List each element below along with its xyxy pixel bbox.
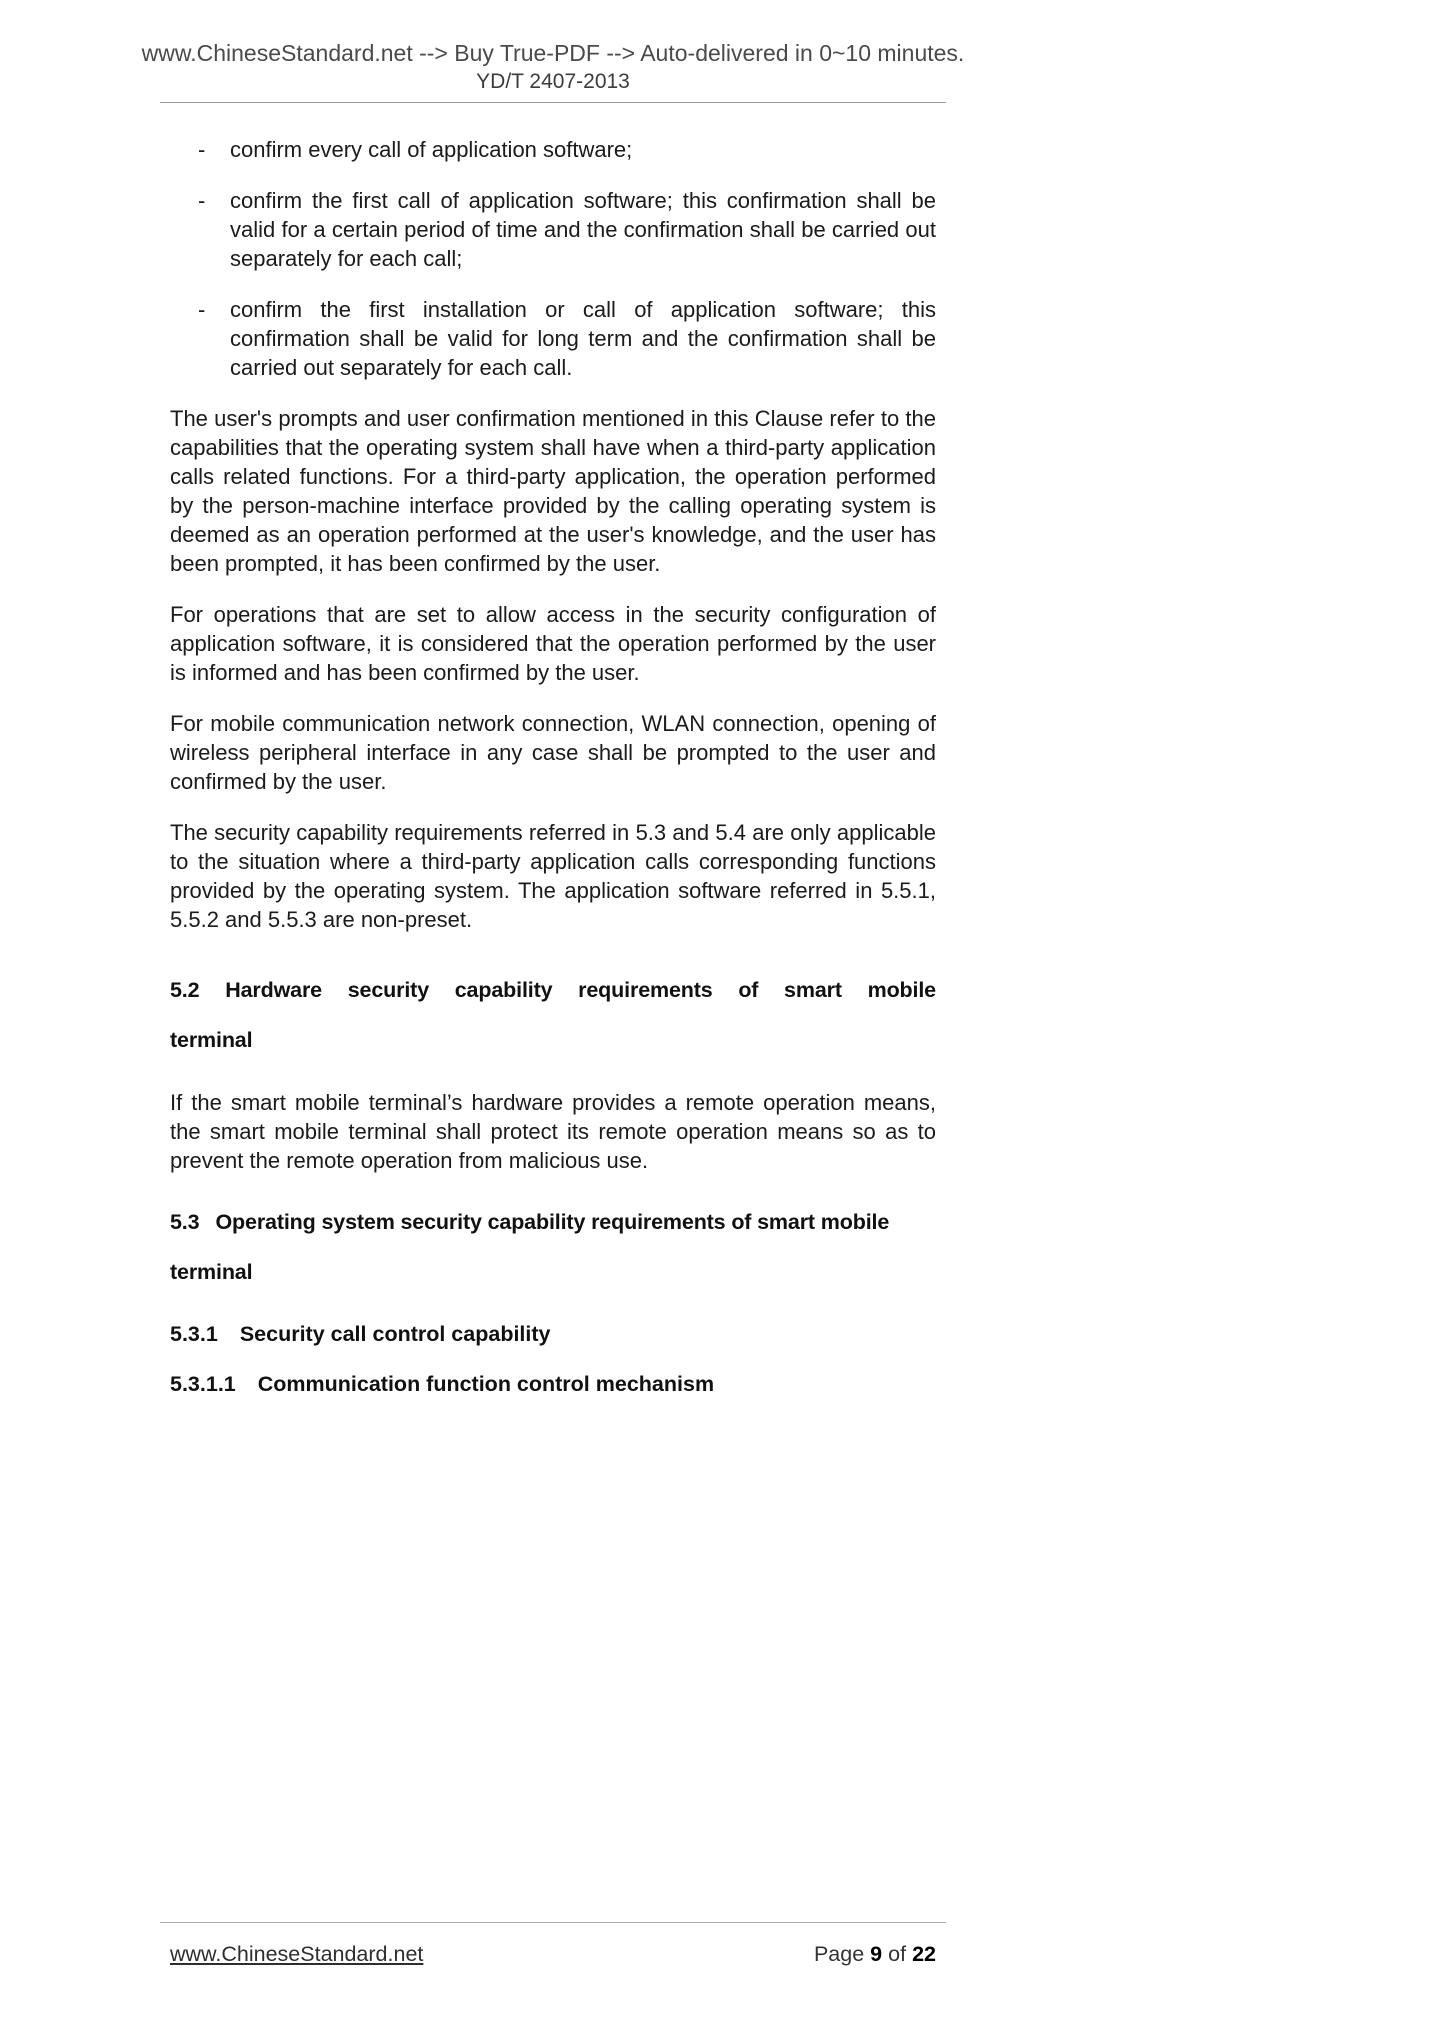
footer-row: [160, 1941, 946, 1967]
bullet-dash: -: [198, 297, 206, 322]
standard-number: YD/T 2407-2013: [476, 70, 630, 93]
section-heading-5-3: [170, 1208, 936, 1287]
paragraph: For mobile communication network connection, WLAN connection, opening of wireless peripheral interface in any case shall be prompted to the user and confirmed by the user.: [170, 711, 936, 794]
paragraph: For operations that are set to allow access in the security configuration of application software, it is considered that the operation performed by the user is informed and has been confirmed by the user.: [170, 602, 936, 685]
paragraph: If the smart mobile terminal’s hardware provides a remote operation means, the smart mobile terminal shall protect its remote operation means so as to prevent the remote operation from malicious use.: [170, 1090, 936, 1173]
section-heading-5-2: [170, 976, 936, 1055]
list-item: [170, 295, 936, 382]
list-item-text: confirm the first installation or call of application software; this confirmation shall be valid for long term and the confirmation shall be carried out separately for each call.: [230, 297, 936, 380]
list-item-text: confirm the first call of application software; this confirmation shall be valid for a certain period of time and the confirmation shall be carried out separately for each call;: [230, 188, 936, 271]
section-number: 5.3.1: [170, 1322, 218, 1346]
section-title: Security call control capability: [239, 1322, 551, 1346]
header-tagline: www.ChineseStandard.net --> Buy True-PDF --> Auto-delivered in 0~10 minutes.: [141, 40, 965, 66]
list-item: [170, 135, 936, 164]
section-title-continued: terminal: [170, 1028, 253, 1052]
page-header: [141, 0, 965, 103]
page-total: 22: [912, 1942, 936, 1966]
paragraph: The security capability requirements referred in 5.3 and 5.4 are only applicable to the situation where a third-party application calls corresponding functions provided by the operating system. The application software referred in 5.5.1, 5.5.2 and 5.5.3 are non-preset.: [170, 820, 936, 932]
section-heading-line: [170, 1208, 936, 1237]
section-title: Operating system security capability requirements of smart mobile: [215, 1210, 890, 1234]
bullet-dash: -: [198, 137, 206, 162]
section-number: 5.2: [170, 978, 200, 1002]
section-title: Communication function control mechanism: [257, 1372, 715, 1396]
list-item-text: confirm every call of application software;: [230, 137, 633, 162]
document-page: [141, 0, 965, 2044]
of-word: of: [888, 1942, 907, 1966]
section-title-continued: terminal: [170, 1260, 253, 1284]
footer-site-link[interactable]: www.ChineseStandard.net: [170, 1942, 424, 1966]
section-title: Hardware security capability requirements of smart mobile: [225, 978, 936, 1002]
section-heading-line: [170, 976, 936, 1005]
list-item: [170, 186, 936, 273]
page-number: 9: [870, 1942, 883, 1966]
page-footer: [160, 1922, 946, 1967]
page-word: Page: [813, 1942, 865, 1966]
footer-divider: [160, 1922, 946, 1923]
document-body: [160, 103, 946, 1399]
section-heading-5-3-1-1: [170, 1370, 936, 1399]
section-number: 5.3: [170, 1210, 200, 1234]
page-indicator: [814, 1941, 936, 1967]
section-heading-5-3-1: [170, 1320, 936, 1349]
section-number: 5.3.1.1: [170, 1372, 236, 1396]
bullet-dash: -: [198, 188, 206, 213]
paragraph: The user's prompts and user confirmation mentioned in this Clause refer to the capabilities that the operating system shall have when a third-party application calls related functions. For a third-party application, the operation performed by the person-machine interface provided by the calling operating system is deemed as an operation performed at the user's knowledge, and the user has been prompted, it has been confirmed by the user.: [170, 406, 936, 576]
